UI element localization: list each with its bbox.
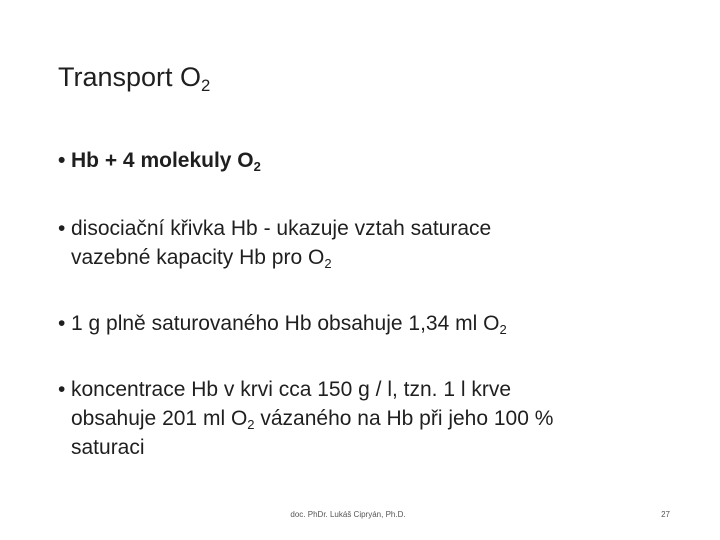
bullet-item-1 — [58, 146, 678, 175]
bullet-3-text: 1 g plně saturovaného Hb obsahuje 1,34 ml O — [71, 312, 500, 335]
slide-title — [58, 62, 211, 96]
bullet-marker: • — [58, 149, 66, 172]
page-number: 27 — [661, 510, 670, 519]
footer-author — [0, 510, 720, 519]
bullet-1-subscript: 2 — [253, 158, 261, 174]
bullet-item-4 — [58, 375, 678, 462]
footer-author-text: doc. PhDr. Lukáš Cipryán, Ph.D. — [290, 510, 406, 519]
bullet-3-subscript: 2 — [499, 321, 507, 337]
bullet-4-line-3: saturaci — [71, 436, 145, 459]
bullet-marker: • — [58, 312, 66, 335]
slide-title-text: Transport O — [58, 62, 202, 92]
bullet-4-line-1: koncentrace Hb v krvi cca 150 g / l, tzn. 1 l krve — [71, 378, 512, 401]
bullet-4-line-2a: obsahuje 201 ml O — [71, 407, 248, 430]
bullet-1-text: Hb + 4 molekuly O — [71, 149, 254, 172]
bullet-marker: • — [58, 217, 66, 240]
bullet-marker: • — [58, 378, 66, 401]
bullet-2-subscript: 2 — [324, 255, 332, 271]
slide-title-subscript: 2 — [201, 76, 211, 96]
bullet-2-line-2: vazebné kapacity Hb pro O — [71, 246, 325, 269]
bullet-2-line-1: disociační křivka Hb - ukazuje vztah saturace — [71, 217, 492, 240]
bullet-item-2 — [58, 214, 678, 272]
bullet-list — [58, 146, 678, 462]
bullet-item-3 — [58, 309, 678, 338]
bullet-4-subscript: 2 — [247, 416, 255, 432]
bullet-4-line-2b: vázaného na Hb při jeho 100 % — [254, 407, 554, 430]
